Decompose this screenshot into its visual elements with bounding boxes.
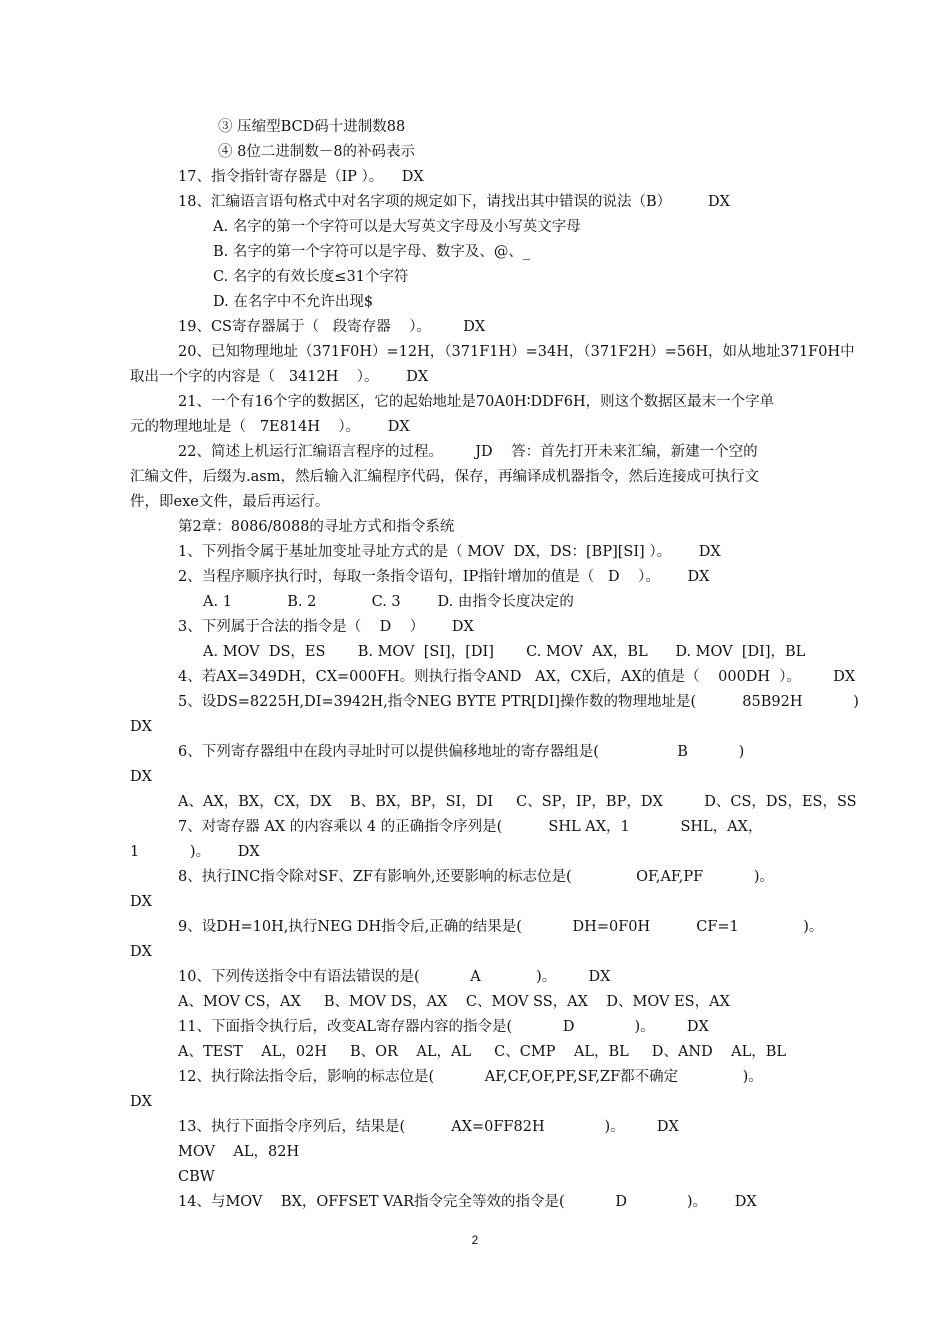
question-22-cont-1: 汇编文件，后缀为.asm，然后输入汇编程序代码，保存，再编译成机器指令，然后连接成可执行文 [130, 469, 759, 485]
ch2-q11-options: A、TEST AL，02H B、OR AL，AL C、CMP AL，BL D、AND AL，BL [178, 1044, 787, 1060]
ch2-question-3: 3、下列属于合法的指令是（ D ） DX [178, 619, 474, 635]
ch2-question-5-cont: DX [130, 719, 152, 735]
ch2-question-6: 6、下列寄存器组中在段内寻址时可以提供偏移地址的寄存器组是( B ) [178, 744, 745, 760]
question-20: 20、已知物理地址（371F0H）=12H，（371F1H）=34H，（371F2H）=56H，如从地址371F0H中 [178, 344, 855, 360]
ch2-question-7: 7、对寄存器 AX 的内容乘以 4 的正确指令序列是( SHL AX，1 SHL，AX， [178, 819, 763, 835]
ch2-question-9-cont: DX [130, 944, 152, 960]
question-17: 17、指令指针寄存器是（IP ）。 DX [178, 169, 424, 185]
ch2-question-5: 5、设DS=8225H,DI=3942H,指令NEG BYTE PTR[DI]操作数的物理地址是( 85B92H ) [178, 694, 859, 710]
q18-option-d: D. 在名字中不允许出现$ [213, 294, 374, 310]
ch2-q13-code-1: MOV AL，82H [178, 1144, 300, 1160]
ch2-question-1: 1、下列指令属于基址加变址寻址方式的是（ MOV DX，DS：[BP][SI] ）。 DX [178, 544, 721, 560]
question-18: 18、汇编语言语句格式中对名字项的规定如下，请找出其中错误的说法（B） DX [178, 194, 730, 210]
ch2-question-7-cont: 1 )。 DX [130, 844, 260, 860]
text-line-option-3: ③ 压缩型BCD码十进制数88 [218, 119, 406, 135]
q18-option-a: A. 名字的第一个字符可以是大写英文字母及小写英文字母 [213, 219, 581, 235]
ch2-question-4: 4、若AX=349DH，CX=000FH。则执行指令AND AX，CX后，AX的值是（ 000DH ）。 DX [178, 669, 856, 685]
ch2-question-9: 9、设DH=10H,执行NEG DH指令后,正确的结果是( DH=0F0H CF=1 )。 [178, 919, 824, 935]
ch2-q3-options: A. MOV DS，ES B. MOV [SI]，[DI] C. MOV AX，BL D. MOV [DI]，BL [203, 644, 806, 660]
question-22: 22、简述上机运行汇编语言程序的过程。 JD 答：首先打开未来汇编，新建一个空的 [178, 444, 758, 460]
ch2-question-12: 12、执行除法指令后，影响的标志位是( AF,CF,OF,PF,SF,ZF都不确定 )。 [178, 1069, 763, 1085]
ch2-q2-options: A. 1 B. 2 C. 3 D. 由指令长度决定的 [203, 594, 574, 610]
ch2-question-12-cont: DX [130, 1094, 152, 1110]
ch2-question-6-cont: DX [130, 769, 152, 785]
ch2-question-8: 8、执行INC指令除对SF、ZF有影响外,还要影响的标志位是( OF,AF,PF )。 [178, 869, 775, 885]
ch2-question-8-cont: DX [130, 894, 152, 910]
question-22-cont-2: 件，即exe文件，最后再运行。 [130, 494, 330, 510]
ch2-q10-options: A、MOV CS，AX B、MOV DS，AX C、MOV SS，AX D、MOV ES，AX [178, 994, 730, 1010]
ch2-question-10: 10、下列传送指令中有语法错误的是( A )。 DX [178, 969, 611, 985]
chapter-heading: 第2章：8086/8088的寻址方式和指令系统 [178, 519, 455, 535]
question-20-cont: 取出一个字的内容是（ 3412H ）。 DX [130, 369, 429, 385]
ch2-q6-options: A、AX，BX，CX，DX B、BX，BP，SI，DI C、SP，IP，BP，DX D、CS，DS，ES，SS [178, 794, 857, 810]
text-line-option-4: ④ 8位二进制数－8的补码表示 [218, 144, 416, 160]
q18-option-b: B. 名字的第一个字符可以是字母、数字及、@、_ [213, 244, 531, 260]
ch2-question-2: 2、当程序顺序执行时，每取一条指令语句，IP指针增加的值是（ D ）。 DX [178, 569, 710, 585]
ch2-question-14: 14、与MOV BX，OFFSET VAR指令完全等效的指令是( D )。 DX [178, 1194, 757, 1210]
q18-option-c: C. 名字的有效长度≤31个字符 [213, 269, 409, 285]
question-21: 21、一个有16个字的数据区，它的起始地址是70A0H∶DDF6H，则这个数据区最末一个字单 [178, 394, 775, 410]
question-21-cont: 元的物理地址是（ 7E814H ）。 DX [130, 419, 410, 435]
page-number: 2 [471, 1233, 479, 1247]
ch2-question-11: 11、下面指令执行后，改变AL寄存器内容的指令是( D )。 DX [178, 1019, 709, 1035]
question-19: 19、CS寄存器属于（ 段寄存器 ）。 DX [178, 319, 486, 335]
ch2-q13-code-2: CBW [178, 1169, 215, 1185]
ch2-question-13: 13、执行下面指令序列后，结果是( AX=0FF82H )。 DX [178, 1119, 679, 1135]
